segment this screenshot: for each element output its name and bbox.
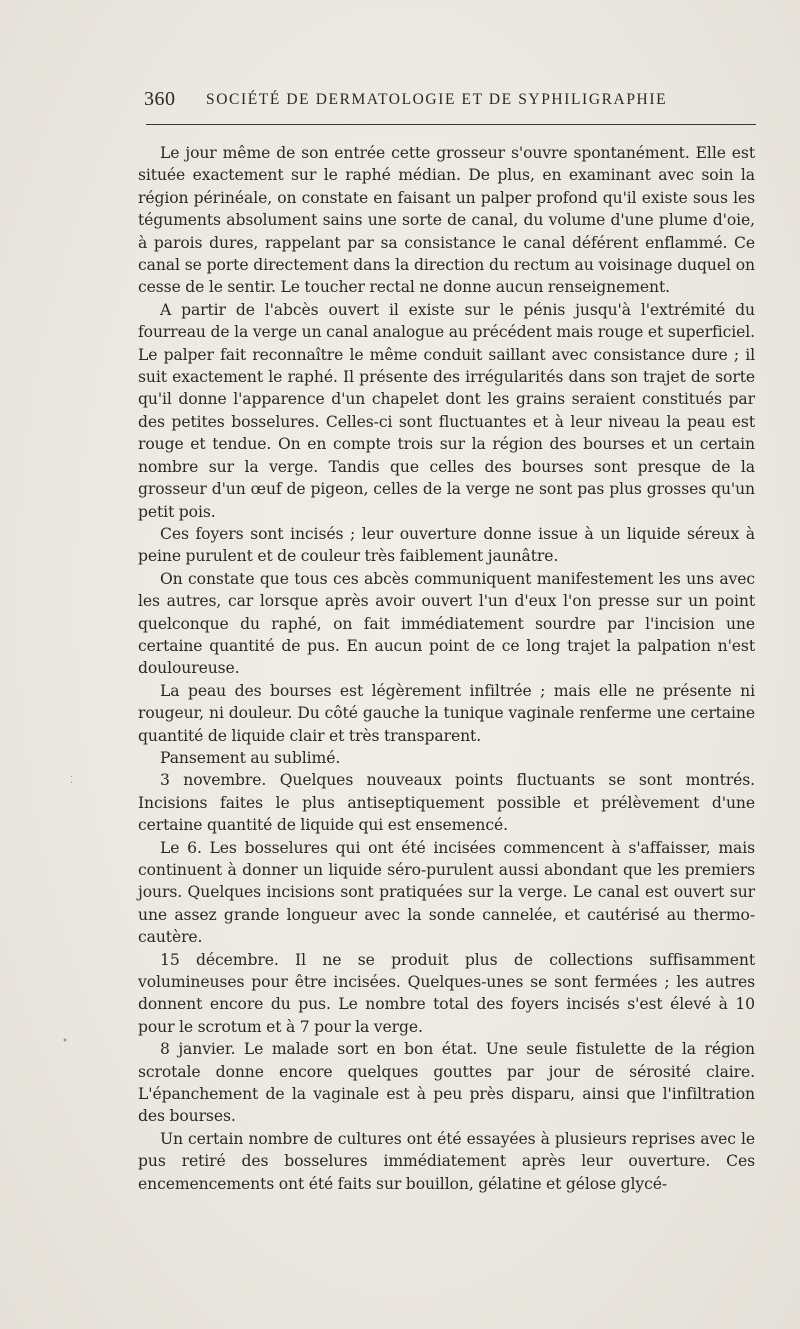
- paragraph: Le 6. Les bosselures qui ont été incisées commencent à s'affaisser, mais continuent à donner un liquide séro-purulent aussi abondant que les premiers jours. Quelques incisions sont pratiquées sur la verge. Le canal est ouvert sur une assez grande longueur avec la sonde cannelée, et cautérisé au thermo-cautère.: [138, 838, 755, 947]
- paragraph: On constate que tous ces abcès communiquent manifestement les uns avec les autres, car lorsque après avoir ouvert l'un d'eux l'on presse sur un point quelconque du raphé, on fait immédiatement sourdre par l'incision une certaine quantité de pus. En aucun point de ce long trajet la palpation n'est douloureuse.: [138, 569, 755, 678]
- paragraph: 3 novembre. Quelques nouveaux points fluctuants se sont montrés. Incisions faites le plus antiseptiquement possible et prélèvement d'une certaine quantité de liquide qui est ensemencé.: [138, 771, 755, 835]
- paragraph: Le jour même de son entrée cette grosseur s'ouvre spontanément. Elle est située exactement sur le raphé médian. De plus, en examinant avec soin la région périnéale, on constate en faisant un palper profond qu'il existe sous les téguments absolument sains une sorte de canal, du volume d'une plume d'oie, à parois dures, rappelant par sa consistance le canal déférent enflammé. Ce canal se porte directement dans la direction du rectum au voisinage duquel on cesse de le sentir. Le toucher rectal ne donne aucun renseignement.: [138, 144, 755, 297]
- paragraph: Un certain nombre de cultures ont été essayées à plusieurs reprises avec le pus retiré des bosselures immédiatement après leur ouverture. Ces encemencements ont été faits sur bouillon, gélatine et gélose glycé-: [138, 1129, 755, 1193]
- page-number: 360: [144, 88, 176, 110]
- running-title: SOCIÉTÉ DE DERMATOLOGIE ET DE SYPHILIGRAPHIE: [206, 91, 668, 108]
- paragraph: 8 janvier. Le malade sort en bon état. Une seule fistulette de la région scrotale donne encore quelques gouttes par jour de sérosité claire. L'épanchement de la vaginale est à peu près disparu, ainsi que l'infiltration des bourses.: [138, 1040, 755, 1126]
- paragraph: 15 décembre. Il ne se produit plus de collections suffisamment volumineuses pour être incisées. Quelques-unes se sont fermées ; les autres donnent encore du pus. Le nombre total des foyers incisés s'est élevé à 10 pour le scrotum et à 7 pour la verge.: [138, 950, 755, 1036]
- body-text: [138, 142, 755, 1195]
- paragraph: La peau des bourses est légèrement infiltrée ; mais elle ne présente ni rougeur, ni douleur. Du côté gauche la tunique vaginale renferme une certaine quantité de liquide clair et très transparent.: [138, 681, 755, 745]
- paragraph: Pansement au sublimé.: [160, 748, 341, 767]
- paragraph: Ces foyers sont incisés ; leur ouverture donne issue à un liquide séreux à peine purulent et de couleur très faiblement jaunâtre.: [138, 524, 755, 566]
- paragraph: A partir de l'abcès ouvert il existe sur le pénis jusqu'à l'extrémité du fourreau de la verge un canal analogue au précédent mais rouge et superficiel. Le palper fait reconnaître le même conduit saillant avec consistance dure ; il suit exactement le raphé. Il présente des irrégularités dans son trajet de sorte qu'il donne l'apparence d'un chapelet dont les grains seraient constitués par des petites bosselures. Celles-ci sont fluctuantes et à leur niveau la peau est rouge et tendue. On en compte trois sur la région des bourses et un certain nombre sur la verge. Tandis que celles des bourses sont presque de la grosseur d'un œuf de pigeon, celles de la verge ne sont pas plus grosses qu'un petit pois.: [138, 300, 755, 521]
- paper-speck: •: [62, 1036, 68, 1047]
- page-header: [144, 88, 756, 114]
- paper-speck: ⁚: [70, 775, 74, 786]
- header-rule: [146, 124, 756, 125]
